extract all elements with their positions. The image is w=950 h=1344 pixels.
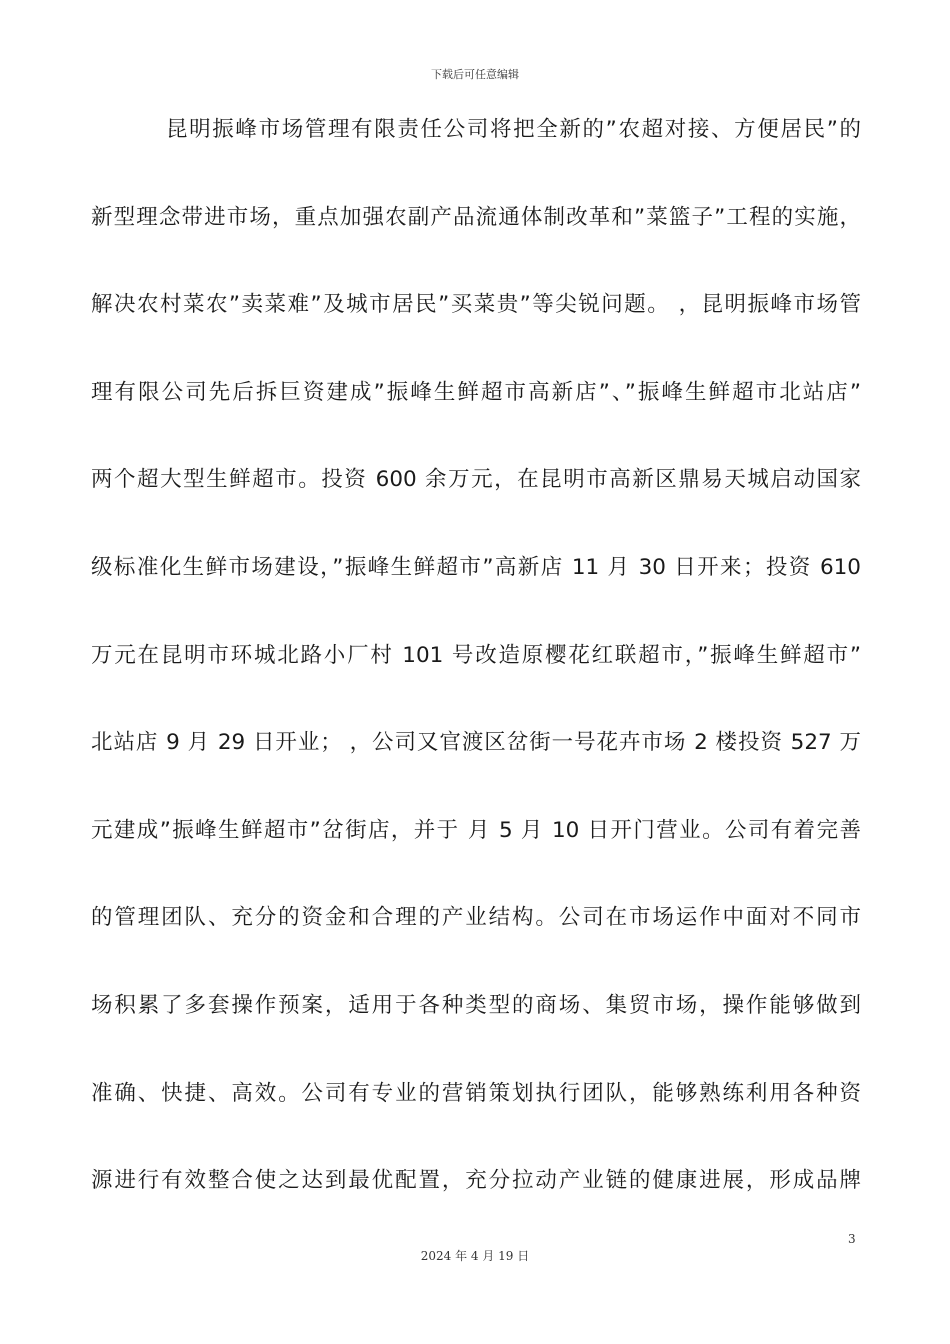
page-footer-date: 2024 年 4 月 19 日 [420, 1249, 530, 1263]
text-line: 准确、快捷、高效。公司有专业的营销策划执行团队，能够熟练利用各种资 [91, 1080, 861, 1106]
text-line: 级标准化生鲜市场建设，”振峰生鲜超市”高新店 11 月 30 日开来；投资 610 [91, 554, 861, 580]
text-line: 场积累了多套操作预案，适用于各种类型的商场、集贸市场，操作能够做到 [91, 992, 861, 1018]
text-line: 源进行有效整合使之达到最优配置，充分拉动产业链的健康进展，形成品牌 [91, 1168, 861, 1194]
text-line: 的管理团队、充分的资金和合理的产业结构。公司在市场运作中面对不同市 [91, 905, 861, 931]
text-line: 解决农村菜农”卖菜难”及城市居民”买菜贵”等尖锐问题。 ，昆明振峰市场管 [91, 292, 861, 318]
text-line: 元建成”振峰生鲜超市”岔街店，并于 月 5 月 10 日开门营业。公司有着完善 [91, 817, 861, 843]
text-line: 两个超大型生鲜超市。投资 600 余万元，在昆明市高新区鼎易天城启动国家 [91, 467, 861, 493]
body-paragraph [91, 108, 861, 1247]
text-line: 理有限公司先后拆巨资建成”振峰生鲜超市高新店”、”振峰生鲜超市北站店” [91, 379, 861, 405]
text-line: 新型理念带进市场，重点加强农副产品流通体制改革和”菜篮子”工程的实施， [91, 204, 861, 230]
text-line: 万元在昆明市环城北路小厂村 101 号改造原樱花红联超市，”振峰生鲜超市” [91, 642, 861, 668]
page-header: 下载后可任意编辑 [431, 68, 519, 81]
page-number: 3 [848, 1232, 856, 1246]
text-line: 昆明振峰市场管理有限责任公司将把全新的”农超对接、方便居民”的 [166, 117, 861, 142]
text-line: 北站店 9 月 29 日开业； ，公司又官渡区岔街一号花卉市场 2 楼投资 527 万 [91, 730, 861, 756]
